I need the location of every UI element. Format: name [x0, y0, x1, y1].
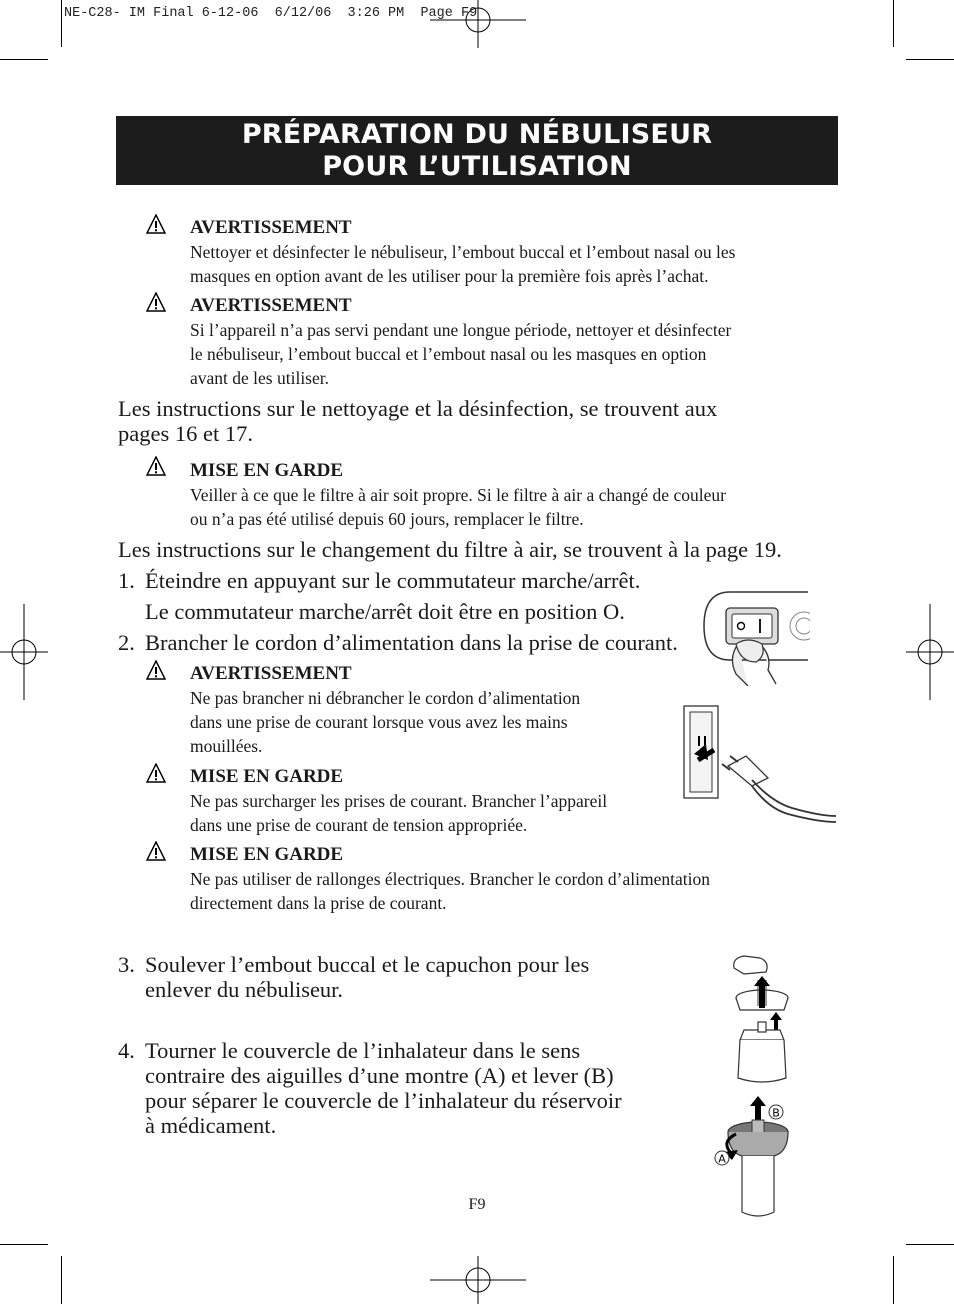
step-text: Brancher le cordon d’alimentation dans la prise de courant. — [145, 630, 678, 655]
warning-triangle-icon — [146, 456, 166, 476]
notice-text: mouillées. — [190, 736, 263, 756]
warning-triangle-icon — [146, 660, 166, 680]
notice-label: MISE EN GARDE — [190, 844, 344, 865]
step-text: à médicament. — [145, 1113, 277, 1138]
crop-mark — [61, 0, 62, 47]
page-title-line: POUR L’UTILISATION — [322, 151, 632, 182]
notice-text: directement dans la prise de courant. — [190, 893, 447, 913]
step-text: pour séparer le couvercle de l’inhalateur du réservoir — [145, 1088, 622, 1113]
notice-text: ou n’a pas été utilisé depuis 60 jours, remplacer le filtre. — [190, 509, 584, 529]
notice-text: Ne pas brancher ni débrancher le cordon d’alimentation — [190, 688, 581, 708]
notice-text: Si l’appareil n’a pas servi pendant une longue période, nettoyer et désinfecter — [190, 320, 732, 340]
registration-mark-icon — [0, 604, 48, 700]
step-text: enlever du nébuliseur. — [145, 977, 344, 1002]
paragraph-line: Les instructions sur le changement du filtre à air, se trouvent à la page 19. — [118, 537, 782, 562]
crop-mark — [893, 1256, 894, 1304]
crop-mark — [893, 0, 894, 47]
notice-text: le nébuliseur, l’embout buccal et l’embout nasal ou les masques en option — [190, 344, 707, 364]
notice-text: masques en option avant de les utiliser pour la première fois après l’achat. — [190, 266, 709, 286]
outlet-plug-illustration — [668, 704, 840, 834]
crop-mark — [906, 1244, 954, 1245]
crop-mark — [906, 59, 954, 60]
step-number: 3. — [118, 952, 135, 977]
page-title — [116, 116, 838, 185]
notice-label: MISE EN GARDE — [190, 766, 344, 787]
notice-text: dans une prise de courant de tension appropriée. — [190, 815, 528, 835]
notice-label: AVERTISSEMENT — [190, 295, 352, 316]
step-number: 4. — [118, 1038, 135, 1063]
print-slug: NE-C28- IM Final 6-12-06 6/12/06 3:26 PM Page F9 — [64, 6, 478, 21]
warning-triangle-icon — [146, 214, 166, 234]
crop-mark — [61, 1256, 62, 1304]
registration-mark-icon — [906, 604, 954, 700]
step-number: 1. — [118, 568, 135, 593]
label-a: A — [718, 1152, 726, 1166]
notice-text: Ne pas utiliser de rallonges électriques. Brancher le cordon d’alimentation — [190, 869, 710, 889]
notice-text: avant de les utiliser. — [190, 368, 329, 388]
warning-triangle-icon — [146, 292, 166, 312]
mouthpiece-removal-illustration — [722, 950, 802, 1086]
step-text: Tourner le couvercle de l’inhalateur dans le sens — [145, 1038, 581, 1063]
step-text: Éteindre en appuyant sur le commutateur marche/arrêt. — [145, 568, 641, 593]
step-text: contraire des aiguilles d’une montre (A) et lever (B) — [145, 1063, 614, 1088]
step-text: Soulever l’embout buccal et le capuchon pour les — [145, 952, 590, 977]
registration-mark-icon — [430, 1256, 526, 1304]
paragraph-line: Les instructions sur le nettoyage et la désinfection, se trouvent aux — [118, 396, 718, 421]
step-text: Le commutateur marche/arrêt doit être en position O. — [145, 599, 625, 624]
notice-text: dans une prise de courant lorsque vous avez les mains — [190, 712, 568, 732]
notice-text: Ne pas surcharger les prises de courant. Brancher l’appareil — [190, 791, 608, 811]
notice-text: Veiller à ce que le filtre à air soit propre. Si le filtre à air a changé de couleur — [190, 485, 726, 505]
crop-mark — [0, 59, 48, 60]
warning-triangle-icon — [146, 841, 166, 861]
notice-text: Nettoyer et désinfecter le nébuliseur, l’embout buccal et l’embout nasal ou les — [190, 242, 736, 262]
crop-mark — [0, 1244, 48, 1245]
paragraph-line: pages 16 et 17. — [118, 421, 253, 446]
warning-triangle-icon — [146, 763, 166, 783]
step-number: 2. — [118, 630, 135, 655]
power-switch-illustration — [700, 586, 810, 686]
label-b: B — [772, 1106, 780, 1120]
page-title-line: PRÉPARATION DU NÉBULISEUR — [241, 119, 713, 150]
notice-label: AVERTISSEMENT — [190, 663, 352, 684]
notice-label: AVERTISSEMENT — [190, 217, 352, 238]
notice-label: MISE EN GARDE — [190, 460, 344, 481]
page-number: F9 — [468, 1196, 486, 1213]
